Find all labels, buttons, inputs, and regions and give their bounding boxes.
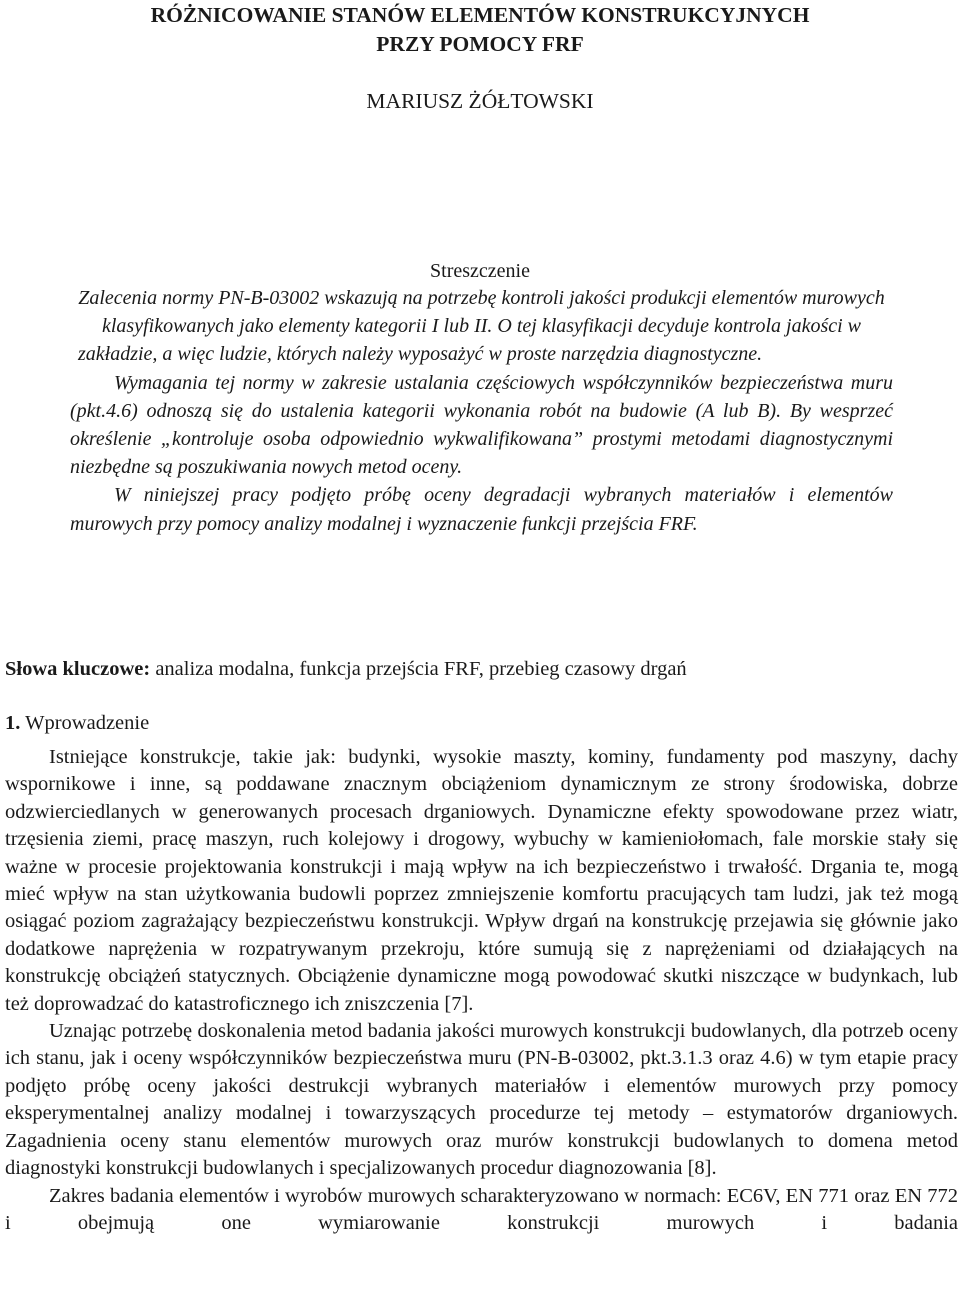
abstract-body <box>70 284 893 538</box>
abstract-heading: Streszczenie <box>430 260 530 282</box>
abstract-paragraph-3: W niniejszej pracy podjęto próbę oceny degradacji wybranych materiałów i elementów murowych przy pomocy analizy modalnej i wyznaczenie funkcji przejścia FRF. <box>70 484 893 535</box>
keywords-label: Słowa kluczowe: <box>5 658 151 680</box>
paper-title-line-1: RÓŻNICOWANIE STANÓW ELEMENTÓW KONSTRUKCYJNYCH <box>150 3 810 27</box>
abstract-paragraph-2: Wymagania tej normy w zakresie ustalania częściowych współczynników bezpieczeństwa muru (pkt.4.6) odnoszą się do ustalenia kategorii wykonania robót na budowie (A lub B). By wesprzeć określenie „kontroluje osoba odpowiednio wykwalifikowana” prostymi metodami diagnostycznymi niezbędne są poszukiwania nowych metod oceny. <box>70 371 893 479</box>
abstract-paragraph-1: Zalecenia normy PN-B-03002 wskazują na potrzebę kontroli jakości produkcji elementów murowych klasyfikowanych jako elementy kategorii I lub II. O tej klasyfikacji decyduje kontrola jakości w zakładzie, a więc ludzie, których należy wyposażyć w proste narzędzia diagnostyczne. <box>78 287 885 366</box>
keywords-text: analiza modalna, funkcja przejścia FRF, przebieg czasowy drgań <box>150 658 687 680</box>
body-paragraph-2: Uznając potrzebę doskonalenia metod badania jakości murowych konstrukcji budowlanych, dla potrzeb oceny ich stanu, jak i oceny współczynników bezpieczeństwa muru (PN-B-03002, pkt.3.1.3 oraz 4.6) w tym etapie pracy podjęto próbę oceny jakości destrukcji wybranych materiałów i elementów murowych przy pomocy eksperymentalnej analizy modalnej i towarzyszących procedurze tej metody – estymatorów drganiowych. Zagadnienia oceny stanu elementów murowych oraz murów konstrukcji budowlanych to domena metod diagnostyki konstrukcji budowlanych i specjalizowanych procedur diagnozowania [8]. <box>5 1020 958 1180</box>
keywords-line <box>5 655 687 683</box>
paper-title-line-2: PRZY POMOCY FRF <box>376 32 584 56</box>
section-title: Wprowadzenie <box>20 712 150 734</box>
section-number: 1. <box>5 712 21 734</box>
author-name: MARIUSZ ŻÓŁTOWSKI <box>366 89 594 113</box>
body-paragraph-1: Istniejące konstrukcje, takie jak: budynki, wysokie maszty, kominy, fundamenty pod maszyny, dachy wspornikowe i inne, są poddawane znacznym obciążeniom dynamicznym ze strony środowiska, dobrze odzwierciedlanych w generowanych procesach drganiowych. Dynamiczne efekty spowodowane przez wiatr, trzęsienia ziemi, pracę maszyn, ruch kolejowy i drogowy, wybuchy w kamieniołomach, fale morskie stały się ważne w procesie projektowania konstrukcji i mają wpływ na ich bezpieczeństwo i trwałość. Drgania te, mogą mieć wpływ na stan użytkowania budowli poprzez zmniejszenie komfortu pracujących tam ludzi, jak też mogą osiągać poziom zagrażający bezpieczeństwu konstrukcji. Wpływ drgań na konstrukcję przejawia się głównie jako dodatkowe naprężenia w rozpatrywanym przekroju, które sumują się z naprężeniami od działających na konstrukcję obciążeń statycznych. Obciążenie dynamiczne mogą powodować skutki niszczące w budynkach, lub też doprowadzać do katastroficznego ich zniszczenia [7]. <box>5 746 958 1015</box>
section-body <box>5 744 958 1237</box>
body-paragraph-3: Zakres badania elementów i wyrobów murowych scharakteryzowano w normach: EC6V, EN 771 oraz EN 772 i obejmują one wymiarowanie konstrukcji murowych i badania <box>5 1184 958 1234</box>
section-heading <box>5 709 149 737</box>
